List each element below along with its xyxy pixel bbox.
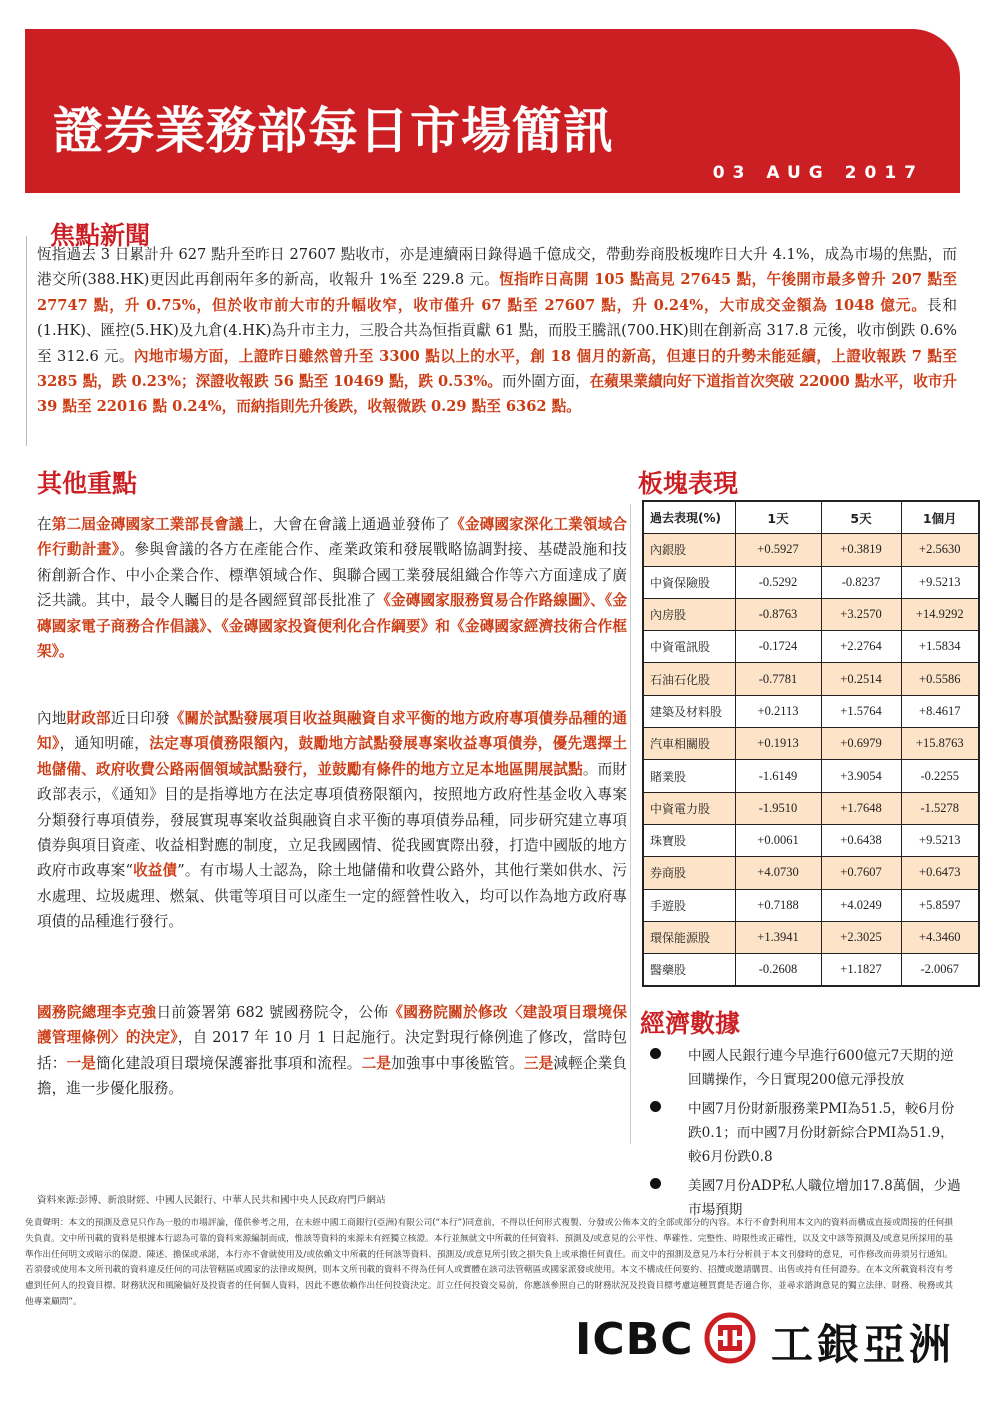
value-1m: +1.5834 [901, 631, 979, 663]
body-text: 長和(1.HK)、匯控(5.HK)及九倉(4.HK)為升市主力，三股合共為恒指貢獻 61 點，而股王騰訊(700.HK)則在創新高 317.8 元後，收市倒跌 0.6%至 312.6 元。 [37, 296, 957, 365]
body-text: 。而財政部表示，《通知》目的是指導地方在法定專項債務限額內，按照地方政府性基金收入專案分類發行專項債券，發展實現專案收益與融資自求平衡的專項債券品種，同步研究建立專項債券與項目資產、收益相對應的制度，立足我國國情、從我國實際出發，打造中國版的地方政府市政專案“ [37, 760, 627, 880]
sector-name: 內房股 [643, 598, 735, 630]
data-source: 資料來源:彭博、新浪財經、中國人民銀行、中華人民共和國中央人民政府門戶網站 [37, 1195, 386, 1206]
header-period: 過去表現(%) [643, 501, 735, 534]
value-1m: +15.8763 [901, 728, 979, 760]
list-item [648, 1044, 963, 1092]
focus-news-text [37, 242, 957, 420]
value-5d: +0.6979 [821, 728, 901, 760]
page-title: 證券業務部每日市場簡訊 [53, 101, 614, 160]
table-row [643, 824, 979, 856]
value-5d: +2.2764 [821, 631, 901, 663]
bullet-icon [650, 1101, 661, 1112]
table-row [643, 857, 979, 889]
highlight-paragraph-brics [37, 512, 627, 664]
value-5d: +0.6438 [821, 824, 901, 856]
table-row [643, 534, 979, 566]
other-highlights-title: 其他重點 [37, 469, 138, 498]
icbc-logo [575, 1312, 960, 1376]
value-1m: +9.5213 [901, 566, 979, 598]
value-1m: +8.4617 [901, 695, 979, 727]
body-text: ，通知明確， [59, 735, 150, 753]
highlighted-text: 收益債 [132, 862, 178, 880]
body-text: 簡化建設項目環境保護審批事項和流程。 [96, 1054, 362, 1072]
value-5d: +1.1827 [821, 954, 901, 987]
table-row [643, 889, 979, 921]
focus-news-title: 焦點新聞 [46, 217, 286, 257]
value-1d: +0.1913 [735, 728, 821, 760]
body-text: 日前簽署第 682 號國務院令，公佈 [156, 1004, 389, 1021]
sector-table-body [643, 534, 979, 987]
value-1m: +2.5630 [901, 534, 979, 566]
body-text: ，自 2017 年 10 月 1 日起施行。決定對現行條例進了修改，當時包括： [37, 1029, 627, 1072]
sector-name: 中資保險股 [643, 566, 735, 598]
table-row [643, 663, 979, 695]
highlighted-text: 財政部 [66, 710, 111, 727]
sector-name: 珠寶股 [643, 824, 735, 856]
list-item [648, 1174, 963, 1222]
body-text: 在 [37, 516, 52, 533]
sector-performance-title: 板塊表現 [638, 469, 739, 498]
value-1m: +0.6473 [901, 857, 979, 889]
table-row [643, 566, 979, 598]
value-5d: +3.2570 [821, 598, 901, 630]
body-text: 而外圍方面， [502, 373, 590, 391]
highlighted-text: 一是 [66, 1054, 97, 1072]
value-1d: +4.0730 [735, 857, 821, 889]
sector-name: 券商股 [643, 857, 735, 889]
report-date: 03 AUG 2017 [712, 163, 924, 183]
header-5d: 5天 [821, 501, 901, 534]
highlight-paragraph-mof [37, 706, 627, 935]
sector-name: 賭業股 [643, 760, 735, 792]
econ-item-text: 美國7月份ADP私人職位增加17.8萬個，少過市場預期 [688, 1178, 961, 1218]
value-5d: +0.2514 [821, 663, 901, 695]
economic-data-title: 經濟數據 [640, 1009, 741, 1038]
highlight-paragraph-state-council [37, 1000, 627, 1102]
value-5d: -0.8237 [821, 566, 901, 598]
econ-item-text: 中國7月份財新服務業PMI為51.5，較6月份跌0.1；而中國7月份財新綜合PMI為51.9，較6月份跌0.8 [688, 1101, 955, 1165]
table-row [643, 921, 979, 953]
sector-performance-table [642, 500, 980, 987]
highlighted-text: 在蘋果業績向好下道指首次突破 22000 點水平，收市升 39 點至 22016 點 0.24%，而納指則先升後跌，收報微跌 0.29 點至 6362 點。 [37, 373, 957, 416]
logo-chinese: 工銀亞洲 [771, 1320, 956, 1369]
value-1d: +0.5927 [735, 534, 821, 566]
header-banner [25, 29, 960, 193]
value-1m: -2.0067 [901, 954, 979, 987]
highlighted-text: 三是 [523, 1054, 554, 1072]
header-1m: 1個月 [901, 501, 979, 534]
highlighted-text: 內地市場方面，上證昨日雖然曾升至 3300 點以上的水平，創 18 個月的新高，但連日的升勢未能延續，上證收報跌 7 點至 3285 點，跌 0.23%；深證收報跌 56 點至 10469 點，跌 0.53%。 [37, 347, 957, 391]
sector-name: 醫藥股 [643, 954, 735, 987]
value-5d: +1.5764 [821, 695, 901, 727]
highlighted-text: 法定專項債務限額內，鼓勵地方試點發展專案收益專項債券，優先選擇土地儲備、政府收費公路兩個領域試點發行，並鼓勵有條件的地方立足本地區開展試點 [37, 735, 627, 778]
sector-name: 手遊股 [643, 889, 735, 921]
highlighted-text: 《金磚國家深化工業領域合作行動計畫》 [37, 516, 627, 559]
value-1d: -1.6149 [735, 760, 821, 792]
value-1d: -0.7781 [735, 663, 821, 695]
value-1m: +5.8597 [901, 889, 979, 921]
body-text: 近日印發 [110, 710, 170, 727]
sector-name: 中資電訊股 [643, 631, 735, 663]
value-1d: +0.2113 [735, 695, 821, 727]
value-1m: +14.9292 [901, 598, 979, 630]
list-item [648, 1097, 963, 1169]
highlighted-text: 恆指昨日高開 105 點高見 27645 點，午後開市最多曾升 207 點至 27747 點，升 0.75%，但於收市前大市的升幅收窄，收市僅升 67 點至 27607 點，升 0.24%，大市成交金額為 1048 億元。 [37, 271, 957, 314]
value-1d: +0.0061 [735, 824, 821, 856]
value-1d: -0.8763 [735, 598, 821, 630]
body-text: 減輕企業負擔，進一步優化服務。 [37, 1054, 627, 1098]
value-1m: +4.3460 [901, 921, 979, 953]
value-1d: -0.1724 [735, 631, 821, 663]
disclaimer: 免責聲明：本文的預測及意見只作為一般的市場評論，僅供參考之用，在未經中國工商銀行(亞洲)有限公司(“本行”)同意前，不得以任何形式複製、分發或公佈本文的全部或部分的內容。本行不會對利用本文內的資料而構成直接或間接的任何損失負責。文中所刊載的資料是根據本行認為可靠的資料來源編制而成，惟該等資料的來源未有經獨立核證。本行並無就文中所載的任何資料、預測及/或意見的公平性、準確性、完整性、時限性或正確性，以及文中該等預測及/或意見所採用的基準作出任何明文或暗示的保證、陳述、擔保或承諾，本行亦不會就使用及/或依賴文中所載的任何該等資料、預測及/或意見所引致之損失負上或承擔任何責任。而文中的預測及意見乃本行分析員于本文刊發時的意見，可作修改而毋須另行通知。若須發或使用本文所刊載的資料違反任何的司法管轄區或國家的法律或規例，則本文所刊載的資料不得為任何人或實體在該司法管轄區或國家派發或使用。本文不構成任何要約、招攬或邀請購買、出售或持有任何證券。在本文所載資料沒有考慮到任何人的投資目標、財務狀況和風險偏好及投資者的任何個人資料，因此不應依賴作出任何投資決定。訂立任何投資交易前，你應該參照自己的財務狀況及投資目標考慮這種買賣是否適合你，並尋求諮詢意見的獨立法律、財務、稅務或其他專業顧問”。 [25, 1218, 953, 1307]
sector-name: 內銀股 [643, 534, 735, 566]
table-row [643, 728, 979, 760]
sector-name: 中資電力股 [643, 792, 735, 824]
value-1d: -0.2608 [735, 954, 821, 987]
value-5d: +1.7648 [821, 792, 901, 824]
sector-name: 環保能源股 [643, 921, 735, 953]
table-row [643, 792, 979, 824]
highlighted-text: 《金磚國家服務貿易合作路線圖》、《金磚國家電子商務合作倡議》、《金磚國家投資便利化合作綱要》和《金磚國家經濟技術合作框架》。 [37, 592, 627, 661]
body-text: 加強事中事後監管。 [391, 1054, 524, 1072]
highlighted-text: 國務院總理李克強 [37, 1004, 157, 1021]
value-5d: +3.9054 [821, 760, 901, 792]
body-text: 。參與會議的各方在產能合作、產業政策和發展戰略協調對接、基礎設施和技術創新合作、中小企業合作、標準領域合作、與聯合國工業發展組織合作等六方面達成了廣泛共識。其中，最令人矚目的是各國經貿部長批准了 [37, 541, 627, 610]
header-1d: 1天 [735, 501, 821, 534]
bullet-icon [650, 1048, 661, 1059]
highlighted-text: 二是 [361, 1054, 392, 1072]
table-header-row [643, 501, 979, 534]
icbc-emblem-icon [704, 1312, 756, 1364]
economic-data-list [648, 1044, 963, 1227]
table-row [643, 954, 979, 987]
value-1d: -0.5292 [735, 566, 821, 598]
value-1m: -0.2255 [901, 760, 979, 792]
logo-english: ICBC [575, 1314, 694, 1365]
table-row [643, 631, 979, 663]
highlighted-text: 《關於試點發展項目收益與融資自求平衡的地方政府專項債券品種的通知》 [37, 710, 627, 753]
table-row [643, 695, 979, 727]
value-5d: +0.3819 [821, 534, 901, 566]
value-1d: +1.3941 [735, 921, 821, 953]
body-text: ”。有市場人士認為，除土地儲備和收費公路外，其他行業如供水、污水處理、垃圾處理、燃氣、供電等項目可以產生一定的經營性收入，均可以作為地方政府專項債的品種進行發行。 [37, 862, 627, 931]
sector-name: 建築及材料股 [643, 695, 735, 727]
value-1m: +9.5213 [901, 824, 979, 856]
value-5d: +2.3025 [821, 921, 901, 953]
bullet-icon [650, 1178, 661, 1189]
value-1m: -1.5278 [901, 792, 979, 824]
highlighted-text: 《國務院關於修改〈建設項目環境保護管理條例〉的決定》 [37, 1004, 627, 1047]
body-text: 上，大會在會議上通過並發佈了 [243, 516, 451, 533]
body-text: 恆指過去 3 日累計升 627 點升至昨日 27607 點收市，亦是連續兩日錄得過千億成交，帶動券商股板塊昨日大升 4.1%，成為市場的焦點，而港交所(388.HK)更因此再創兩年多的新高，收報升 1%至 229.8 元。 [37, 246, 957, 289]
sector-name: 石油石化股 [643, 663, 735, 695]
value-5d: +4.0249 [821, 889, 901, 921]
body-text: 內地 [37, 710, 67, 727]
value-1d: +0.7188 [735, 889, 821, 921]
highlighted-text: 第二屆金磚國家工業部長會議 [51, 516, 244, 533]
table-row [643, 598, 979, 630]
value-5d: +0.7607 [821, 857, 901, 889]
sector-name: 汽車相關股 [643, 728, 735, 760]
econ-item-text: 中國人民銀行連今早進行600億元7天期的逆回購操作，今日實現200億元淨投放 [688, 1048, 954, 1088]
table-row [643, 760, 979, 792]
value-1m: +0.5586 [901, 663, 979, 695]
value-1d: -1.9510 [735, 792, 821, 824]
